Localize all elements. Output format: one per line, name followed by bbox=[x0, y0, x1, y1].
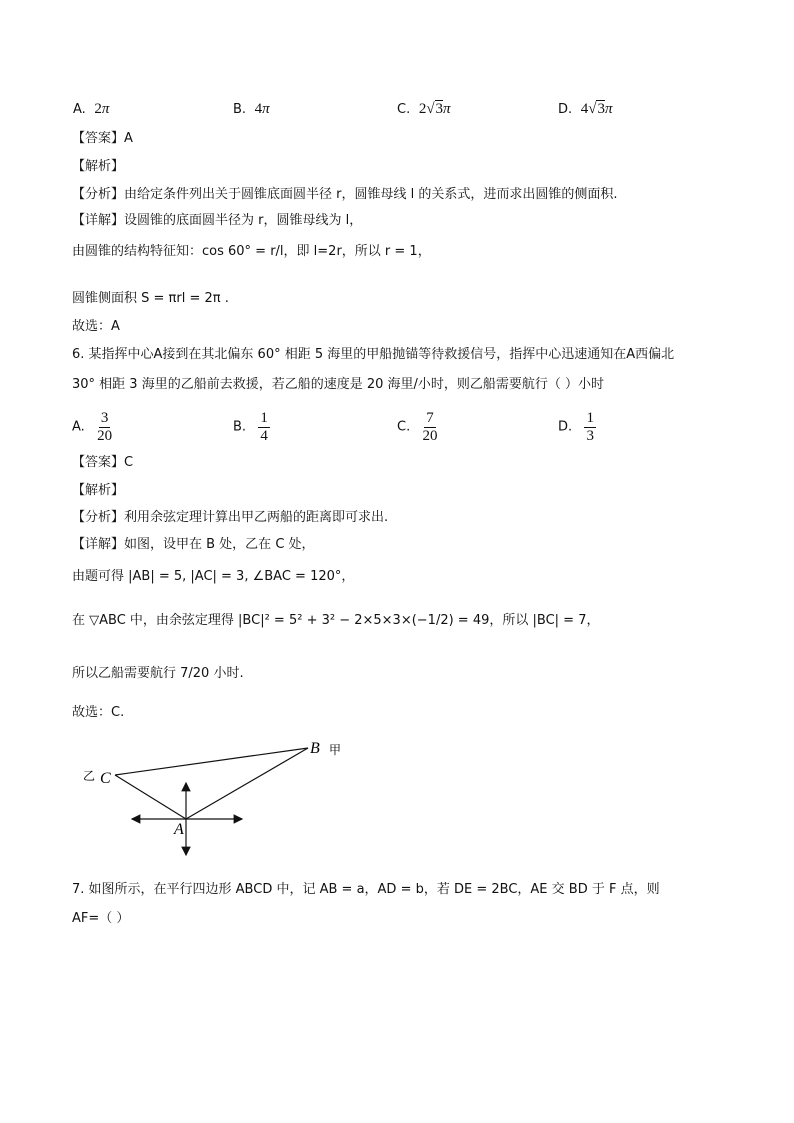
q5-answer: 【答案】A bbox=[72, 131, 133, 146]
q5-xiangjie: 【详解】设圆锥的底面圆半径为 r，圆锥母线为 l， bbox=[72, 213, 363, 228]
q6-option-a: A. $\frac{3}{20}$ bbox=[72, 410, 113, 444]
q6-stem-line1: 6. 某指挥中心A接到在其北偏东 60° 相距 5 海里的甲船抛锚等待救援信号，指挥中心迅速通知在A西偏北 bbox=[72, 347, 675, 362]
q6-choose: 故选：C. bbox=[72, 705, 125, 720]
q7-stem-line2: AF=（ ） bbox=[72, 911, 130, 926]
q5-option-b: B. 4π bbox=[233, 101, 270, 117]
q5-option-d: D. 4√3π bbox=[558, 101, 613, 117]
q5-area-line: 圆锥侧面积 S = πrl = 2π . bbox=[72, 291, 229, 306]
q6-answer: 【答案】C bbox=[72, 455, 134, 470]
label-a: A bbox=[174, 821, 184, 838]
q6-fenxi: 【分析】利用余弦定理计算出甲乙两船的距离即可求出. bbox=[72, 510, 389, 525]
label-yi: 乙 bbox=[83, 769, 96, 783]
q6-analysis-tag: 【解析】 bbox=[72, 483, 125, 498]
q7-stem-line1: 7. 如图所示，在平行四边形 ABCD 中，记 AB = a，AD = b，若 DE = 2BC，AE 交 BD 于 F 点，则 bbox=[72, 882, 660, 897]
q6-option-c: C. $\frac{7}{20}$ bbox=[397, 410, 438, 444]
q6-xiangjie: 【详解】如图，设甲在 B 处，乙在 C 处， bbox=[72, 537, 315, 552]
segment-ab bbox=[186, 748, 308, 819]
q5-analysis-tag: 【解析】 bbox=[72, 159, 125, 174]
label-b: B bbox=[310, 740, 320, 757]
q5-option-c: C. 2√3π bbox=[397, 101, 451, 117]
q5-choose: 故选：A bbox=[72, 319, 120, 334]
q6-option-d: D. $\frac{1}{3}$ bbox=[558, 410, 594, 444]
q6-figure bbox=[70, 735, 370, 865]
q5-structure-line: 由圆锥的结构特征知：cos 60° = r/l，即 l=2r，所以 r = 1， bbox=[72, 244, 431, 259]
q6-given: 由题可得 |AB| = 5, |AC| = 3, ∠BAC = 120°， bbox=[72, 569, 355, 584]
q6-option-b: B. $\frac{1}{4}$ bbox=[233, 410, 268, 444]
label-c: C bbox=[100, 770, 111, 787]
segment-cb bbox=[115, 748, 308, 775]
segment-ca bbox=[115, 775, 186, 819]
q6-time: 所以乙船需要航行 7/20 小时. bbox=[72, 666, 244, 681]
q6-cosine-law: 在 ▽ABC 中，由余弦定理得 |BC|² = 5² + 3² − 2×5×3×(−1/2) = 49，所以 |BC| = 7， bbox=[72, 613, 600, 628]
q5-option-a: A. 2π bbox=[73, 101, 110, 117]
q5-fenxi: 【分析】由给定条件列出关于圆锥底面圆半径 r，圆锥母线 l 的关系式，进而求出圆锥的侧面积. bbox=[72, 187, 618, 202]
q6-stem-line2: 30° 相距 3 海里的乙船前去救援，若乙船的速度是 20 海里/小时，则乙船需要航行（ ）小时 bbox=[72, 377, 605, 392]
label-jia: 甲 bbox=[329, 743, 342, 757]
